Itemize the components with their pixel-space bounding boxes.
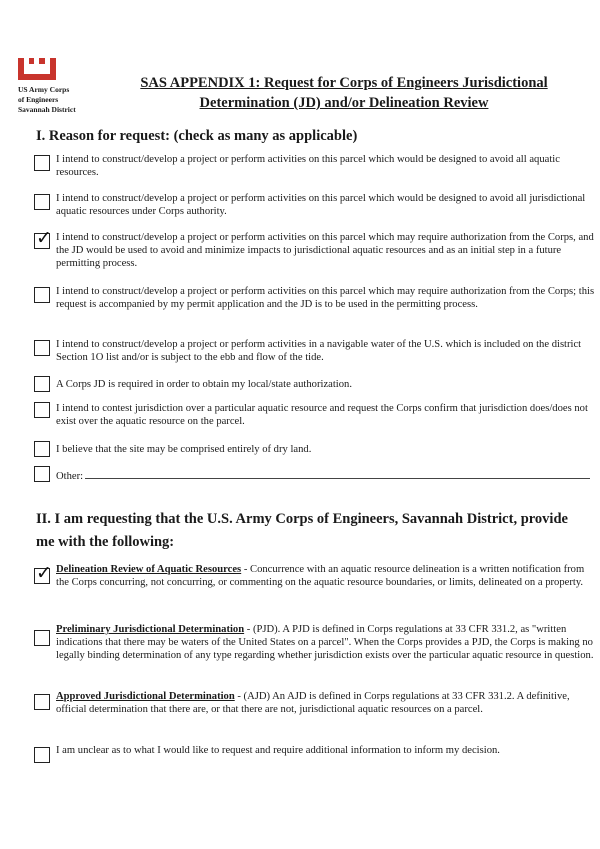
document-title <box>124 73 564 113</box>
reason-checkbox-7[interactable] <box>34 402 50 418</box>
request-checkbox-4[interactable] <box>34 747 50 763</box>
reason-checkbox-other[interactable] <box>34 466 50 482</box>
title-line-1: SAS APPENDIX 1: Request for Corps of Engineers Jurisdictional <box>140 75 548 91</box>
reason-text-1: I intend to construct/develop a project or perform activities on this parcel which would be designed to avoid all aquatic resources. <box>56 154 560 178</box>
reason-checkbox-4[interactable] <box>34 287 50 303</box>
reason-checkbox-5[interactable] <box>34 340 50 356</box>
reason-text-6: A Corps JD is required in order to obtain my local/state authorization. <box>56 379 352 390</box>
org-line-3: Savannah District <box>18 105 76 114</box>
title-line-2: Determination (JD) and/or Delineation Review <box>199 95 489 111</box>
section-2-heading: II. I am requesting that the U.S. Army Corps of Engineers, Savannah District, provide me with the following: <box>36 511 568 550</box>
org-line-2: of Engineers <box>18 95 59 104</box>
request-text-1: - Concurrence with an aquatic resource delineation is a written notification from the Corps concurring, not concurring, or commenting on the aquatic resource boundaries, or limits, delineated on a property. <box>56 564 585 588</box>
request-text-4: I am unclear as to what I would like to request and require additional information to inform my decision. <box>56 745 500 756</box>
reason-text-8: I believe that the site may be comprised entirely of dry land. <box>56 444 312 455</box>
request-text-2: - (PJD). A PJD is defined in Corps regulations at 33 CFR 331.2, as "written indications that there may be waters of the United States on a parcel". When the Corps provides a PJD, the Corps is making no legally binding determination of any type regarding whether jurisdiction exists over the particular aquatic resource in question. <box>56 624 594 661</box>
check-mark-icon: ✓ <box>36 227 52 249</box>
request-checkbox-1[interactable] <box>34 562 52 584</box>
section-1-heading: I. Reason for request: (check as many as applicable) <box>36 128 358 144</box>
request-text-3: - (AJD) An AJD is defined in Corps regulations at 33 CFR 331.2. A definitive, official determination that there are, or that there are not, jurisdictional aquatic resources on a parcel. <box>56 691 570 715</box>
reason-text-2: I intend to construct/develop a project or perform activities on this parcel which would be designed to avoid all jurisdictional aquatic resources under Corps authority. <box>56 193 586 217</box>
reason-text-4: I intend to construct/develop a project or perform activities on this parcel which may require authorization from the Corps; this request is accompanied by my permit application and the JD is to be used in the permitting process. <box>56 286 595 310</box>
reason-checkbox-2[interactable] <box>34 194 50 210</box>
request-checkbox-3[interactable] <box>34 694 50 710</box>
request-checkbox-2[interactable] <box>34 630 50 646</box>
other-input-line[interactable] <box>85 469 590 479</box>
reason-checkbox-8[interactable] <box>34 441 50 457</box>
org-line-1: US Army Corps <box>18 85 70 94</box>
request-title-2: Preliminary Jurisdictional Determination <box>56 624 245 635</box>
request-title-1: Delineation Review of Aquatic Resources <box>56 564 242 575</box>
castle-logo-icon <box>18 58 56 80</box>
reason-checkbox-6[interactable] <box>34 376 50 392</box>
reason-text-other: Other: <box>56 471 84 482</box>
check-mark-icon: ✓ <box>36 562 52 584</box>
reason-text-3: I intend to construct/develop a project or perform activities on this parcel which may require authorization from the Corps, and the JD would be used to avoid and minimize impacts to jurisdictional aquatic resources and as an initial step in a future permitting process. <box>56 232 594 269</box>
reason-text-7: I intend to contest jurisdiction over a particular aquatic resource and request the Corps confirm that jurisdiction does/does not exist over the aquatic resource on the parcel. <box>56 403 588 427</box>
organization-name <box>18 85 108 115</box>
reason-checkbox-1[interactable] <box>34 155 50 171</box>
reason-checkbox-3[interactable] <box>34 227 52 249</box>
reason-text-5: I intend to construct/develop a project or perform activities in a navigable water of the U.S. which is included on the district Section 1O list and/or is subject to the ebb and flow of the tide. <box>56 339 582 363</box>
request-title-3: Approved Jurisdictional Determination <box>56 691 235 702</box>
